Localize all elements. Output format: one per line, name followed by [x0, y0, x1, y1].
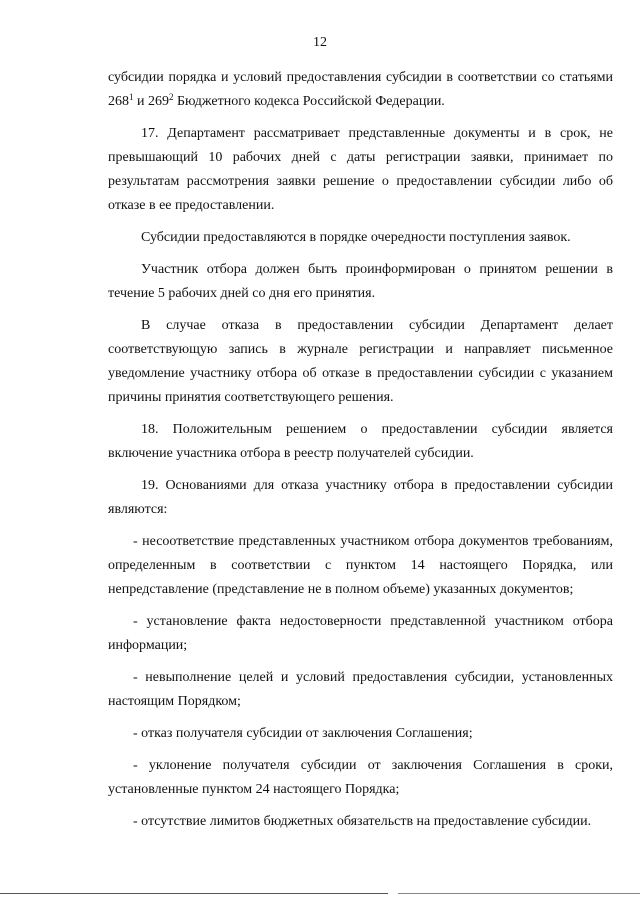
paragraph-17: 17. Департамент рассматривает представленные документы и в срок, не превышающий 10 рабочих дней с даты регистрации заявки, принимает по результатам рассмотрения заявки решение о предоставлении субсидии либо об отказе в ее предоставлении.	[108, 126, 613, 213]
paragraph-text: и 269	[133, 94, 169, 109]
list-item: - отказ получателя субсидии от заключения Соглашения;	[133, 726, 473, 741]
document-body	[108, 66, 613, 842]
superscript-1: 1	[129, 92, 134, 102]
list-item: - невыполнение целей и условий предоставления субсидии, установленных настоящим Порядком;	[108, 670, 613, 709]
superscript-2: 2	[169, 92, 174, 102]
list-item: - установление факта недостоверности представленной участником отбора информации;	[108, 614, 613, 653]
footer-divider	[398, 893, 640, 894]
paragraph-18: 18. Положительным решением о предоставлении субсидии является включение участника отбора в реестр получателей субсидии.	[108, 422, 613, 461]
paragraph-continuation	[108, 66, 613, 114]
paragraph-order: Субсидии предоставляются в порядке очередности поступления заявок.	[141, 230, 571, 245]
page-number: 12	[313, 35, 327, 50]
paragraph-notification: Участник отбора должен быть проинформирован о принятом решении в течение 5 рабочих дней со дня его принятия.	[108, 262, 613, 301]
paragraph-refusal: В случае отказа в предоставлении субсидии Департамент делает соответствующую запись в журнале регистрации и направляет письменное уведомление участнику отбора об отказе в предоставлении субсидии с указанием причины принятия соответствующего решения.	[108, 318, 613, 405]
footer-divider	[0, 893, 388, 894]
list-item: - несоответствие представленных участником отбора документов требованиям, определенным в соответствии с пунктом 14 настоящего Порядка, или непредставление (представление не в полном объеме) указанных документов;	[108, 534, 613, 597]
paragraph-text: субсидии порядка и условий предоставления субсидии в соответствии со статьями 268	[108, 70, 613, 109]
paragraph-text: Бюджетного кодекса Российской Федерации.	[173, 94, 445, 109]
list-item: - уклонение получателя субсидии от заключения Соглашения в сроки, установленные пунктом 24 настоящего Порядка;	[108, 758, 613, 797]
list-item: - отсутствие лимитов бюджетных обязательств на предоставление субсидии.	[133, 814, 592, 829]
paragraph-19: 19. Основаниями для отказа участнику отбора в предоставлении субсидии являются:	[108, 478, 613, 517]
